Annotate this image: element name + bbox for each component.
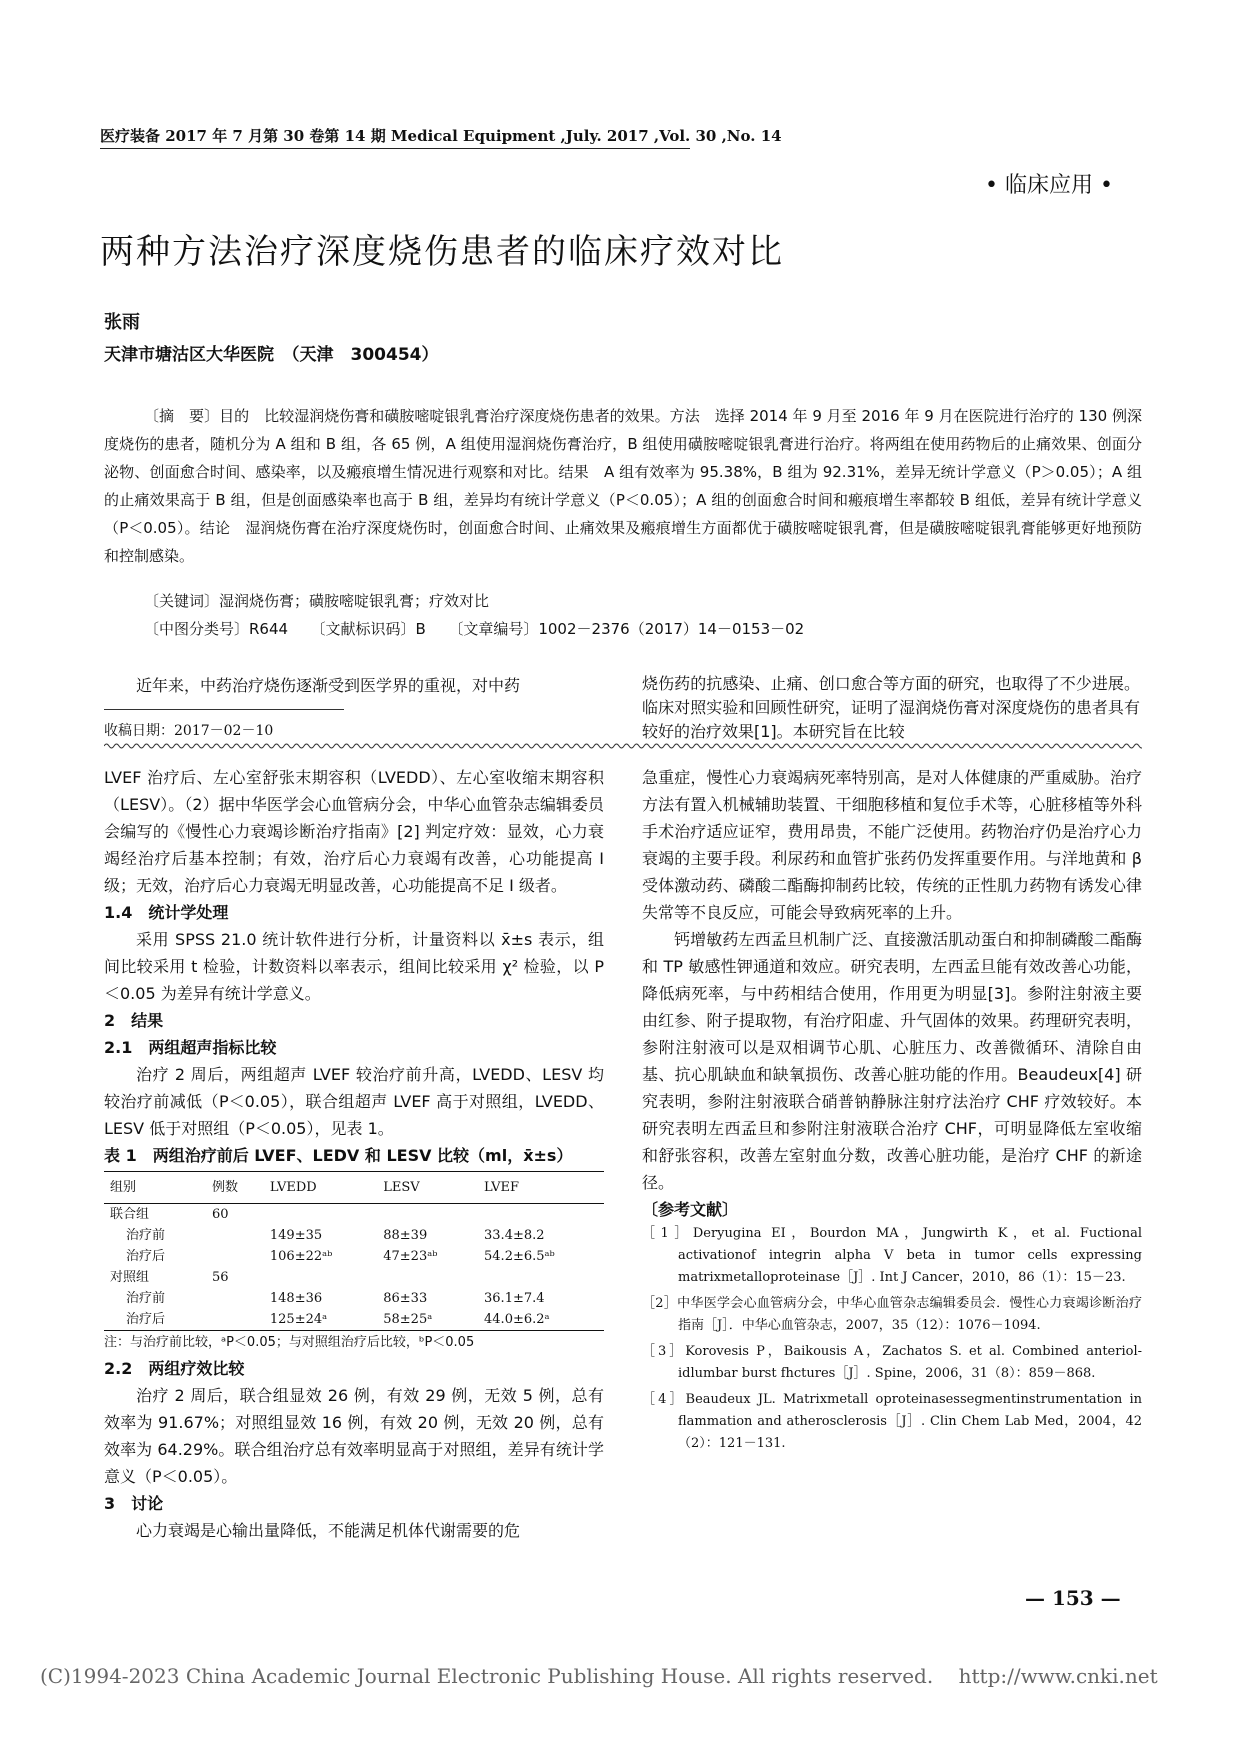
left-column [104,764,604,1544]
efficacy-paragraph: 治疗 2 周后，联合组显效 26 例，有效 29 例，无效 5 例，总有效率为 91.67%；对照组显效 16 例，有效 20 例，无效 20 例，总有效率为 64.29%。联合组治疗总有效率明显高于对照组，差异有统计学意义（P＜0.05）。 [104,1386,604,1486]
table-header-cell: LVEDD [264,1172,377,1204]
heading-2: 2 结果 [104,1011,164,1030]
table-cell: 60 [212,1207,229,1222]
heading-2-2: 2.2 两组疗效比较 [104,1359,245,1378]
table-cell: 47±23ᵃᵇ [383,1249,438,1264]
table-cell: 106±22ᵃᵇ [269,1249,333,1264]
table-cell [206,1246,264,1267]
table-note: 注：与治疗前比较，ᵃP＜0.05；与对照组治疗后比较，ᵇP＜0.05 [104,1335,475,1350]
table-cell [206,1309,264,1331]
classification: 〔中图分类号〕R644 〔文献标识码〕B 〔文章编号〕1002－2376（2017）14－0153－02 [144,620,805,638]
table-header-cell: LESV [377,1172,478,1204]
table-cell [264,1267,377,1288]
intro-left: 近年来，中药治疗烧伤逐渐受到医学界的重视，对中药 [136,676,521,695]
table-cell [206,1225,264,1246]
intro-right-text: 烧伤药的抗感染、止痛、创口愈合等方面的研究，也取得了不少进展。临床对照实验和回顾性研究，证明了湿润烧伤膏对深度烧伤的患者具有较好的治疗效果[1]。本研究旨在比较 [642,674,1140,741]
table-row [104,1267,604,1288]
wavy-divider [104,742,1142,750]
table-cell: 对照组 [110,1270,150,1285]
header-rule [100,148,690,149]
right-p2: 钙增敏药左西孟旦机制广泛、直接激活肌动蛋白和抑制磷酸二酯酶和 TP 敏感性钾通道和效应。研究表明，左西孟旦能有效改善心功能，降低病死率，与中药相结合使用，作用更为明显[3]。参附注射液主要由红参、附子提取物，有治疗阳虚、升气固体的效果。药理研究表明，参附注射液可以是双相调节心肌、心脏压力、改善微循环、清除自由基、抗心肌缺血和缺氧损伤、改善心脏功能的作用。Beaudeux[4] 研究表明，参附注射液联合硝普钠静脉注射疗法治疗 CHF 疗效较好。本研究表明左西孟旦和参附注射液联合治疗 CHF，可明显降低左室收缩和舒张容积，改善左室射血分数，改善心脏功能，是治疗 CHF 的新途径。 [642,930,1142,1192]
table-header-cell: LVEF [478,1172,604,1204]
author-name: 张雨 [104,312,140,333]
abstract-text: 〔摘 要〕目的 比较湿润烧伤膏和磺胺嘧啶银乳膏治疗深度烧伤患者的效果。方法 选择 2014 年 9 月至 2016 年 9 月在医院进行治疗的 130 例深度烧伤的患者，随机分为 A 组和 B 组，各 65 例，A 组使用湿润烧伤膏治疗，B 组使用磺胺嘧啶银乳膏进行治疗。将两组在使用药物后的止痛效果、创面分泌物、创面愈合时间、感染率，以及瘢痕增生情况进行观察和对比。结果 A 组有效率为 95.38%，B 组为 92.31%，差异无统计学意义（P＞0.05）；A 组的止痛效果高于 B 组，但是创面感染率也高于 B 组，差异均有统计学意义（P＜0.05）；A 组的创面愈合时间和瘢痕增生率都较 B 组低，差异有统计学意义（P＜0.05）。结论 湿润烧伤膏在治疗深度烧伤时，创面愈合时间、止痛效果及瘢痕增生方面都优于磺胺嘧啶银乳膏，但是磺胺嘧啶银乳膏能够更好地预防和控制感染。 [104,407,1142,565]
table-cell: 54.2±6.5ᵃᵇ [484,1249,555,1264]
table-cell [206,1288,264,1309]
received-rule [104,709,344,710]
right-p1: 急重症，慢性心力衰竭病死率特别高，是对人体健康的严重威胁。治疗方法有置入机械辅助装置、干细胞移植和复位手术等，心脏移植等外科手术治疗适应证窄，费用昂贵，不能广泛使用。药物治疗仍是治疗心力衰竭的主要手段。利尿药和血管扩张药仍发挥重要作用。与洋地黄和 β 受体激动药、磷酸二酯酶抑制药比较，传统的正性肌力药物有诱发心律失常等不良反应，可能会导致病死率的上升。 [642,768,1142,922]
table-cell [264,1204,377,1226]
intro-right [642,672,1140,744]
table-cell: 44.0±6.2ᵃ [478,1309,604,1331]
table-cell: 86±33 [383,1291,428,1306]
copyright-footer: (C)1994-2023 China Academic Journal Electronic Publishing House. All rights reserved. http://www.cnki.net [40,1664,1158,1688]
keywords: 〔关键词〕湿润烧伤膏；磺胺嘧啶银乳膏；疗效对比 [144,592,490,610]
heading-3: 3 讨论 [104,1494,164,1513]
heading-1-4: 1.4 统计学处理 [104,903,229,922]
table-cell: 治疗前 [126,1228,166,1243]
table-cell [377,1204,478,1226]
table-cell [377,1267,478,1288]
table-cell: 联合组 [110,1207,150,1222]
reference-item: ［3］Korovesis P，Baikousis A，Zachatos S. et al. Combined anteriol-idlumbar burst fhctures［J］. Spine，2006，31（8）：859－868. [642,1344,1142,1381]
reference-item: ［1］Deryugina EI，Bourdon MA，Jungwirth K，et al. Fuctional activationof integrin alpha V beta in tumor cells expressing matrixmetalloproteinase［J］. Int J Cancer，2010，86（1）：15－23. [642,1226,1142,1285]
table-header-row [104,1172,604,1204]
table-cell: 治疗后 [104,1309,206,1331]
results-paragraph: 治疗 2 周后，两组超声 LVEF 较治疗前升高，LVEDD、LESV 均较治疗前减低（P＜0.05），联合组超声 LVEF 高于对照组，LVEDD、LESV 低于对照组（P＜0.05），见表 1。 [104,1065,604,1138]
table-header-cell: 组别 [104,1172,206,1204]
table-caption: 表 1 两组治疗前后 LVEF、LEDV 和 LESV 比较（ml，x̄±s） [104,1146,573,1165]
table-row [104,1204,604,1226]
section-tag: • 临床应用 • [985,173,1113,198]
reference-item: ［2］中华医学会心血管病分会，中华心血管杂志编辑委员会．慢性心力衰竭诊断治疗指南［J］．中华心血管杂志，2007，35（12）：1076－1094. [642,1296,1142,1333]
table-cell: 治疗后 [126,1249,166,1264]
table-cell: 125±24ᵃ [264,1309,377,1331]
table-cell: 33.4±8.2 [484,1228,545,1243]
page-number: — 153 — [1025,1586,1121,1610]
table-row [104,1309,604,1331]
heading-2-1: 2.1 两组超声指标比较 [104,1038,277,1057]
table-cell [478,1267,604,1288]
table-row [104,1225,604,1246]
table-cell: 149±35 [269,1228,323,1243]
table-cell [478,1204,604,1226]
table-row [104,1246,604,1267]
abstract [104,402,1142,570]
left-p1: LVEF 治疗后、左心室舒张末期容积（LVEDD）、左心室收缩末期容积（LESV）。（2）据中华医学会心血管病分会，中华心血管杂志编辑委员会编写的《慢性心力衰竭诊断治疗指南》[2] 判定疗效：显效，心力衰竭经治疗后基本控制；有效，治疗后心力衰竭有改善，心功能提高 I 级；无效，治疗后心力衰竭无明显改善，心功能提高不足 I 级者。 [104,768,604,895]
right-column [642,764,1142,1459]
table-cell: 148±36 [269,1291,323,1306]
discussion-paragraph: 心力衰竭是心输出量降低，不能满足机体代谢需要的危 [136,1521,521,1540]
table-cell: 88±39 [383,1228,428,1243]
affiliation: 天津市塘沽区大华医院 （天津 300454） [104,345,439,365]
journal-header: 医疗装备 2017 年 7 月第 30 卷第 14 期 Medical Equipment ,July. 2017 ,Vol. 30 ,No. 14 [100,127,782,145]
reference-item: ［4］Beaudeux JL. Matrixmetall oproteinasessegmentinstrumentation in flammation and atherosclerosis［J］. Clin Chem Lab Med，2004，42（2）：121－131. [642,1392,1142,1451]
references-title: 〔参考文献〕 [642,1200,739,1219]
table-cell: 58±25ᵃ [377,1309,478,1331]
results-table [104,1171,604,1331]
table-header-cell: 例数 [206,1172,264,1204]
table-row [104,1288,604,1309]
reference-list [642,1223,1142,1455]
table-cell: 治疗前 [126,1291,166,1306]
received-date: 收稿日期：2017－02－10 [104,723,274,739]
stats-paragraph: 采用 SPSS 21.0 统计软件进行分析，计量资料以 x̄±s 表示，组间比较采用 t 检验，计数资料以率表示，组间比较采用 χ² 检验，以 P＜0.05 为差异有统计学意义。 [104,930,604,1003]
article-title: 两种方法治疗深度烧伤患者的临床疗效对比 [100,232,784,272]
table-cell: 36.1±7.4 [484,1291,545,1306]
table-cell: 56 [212,1270,229,1285]
